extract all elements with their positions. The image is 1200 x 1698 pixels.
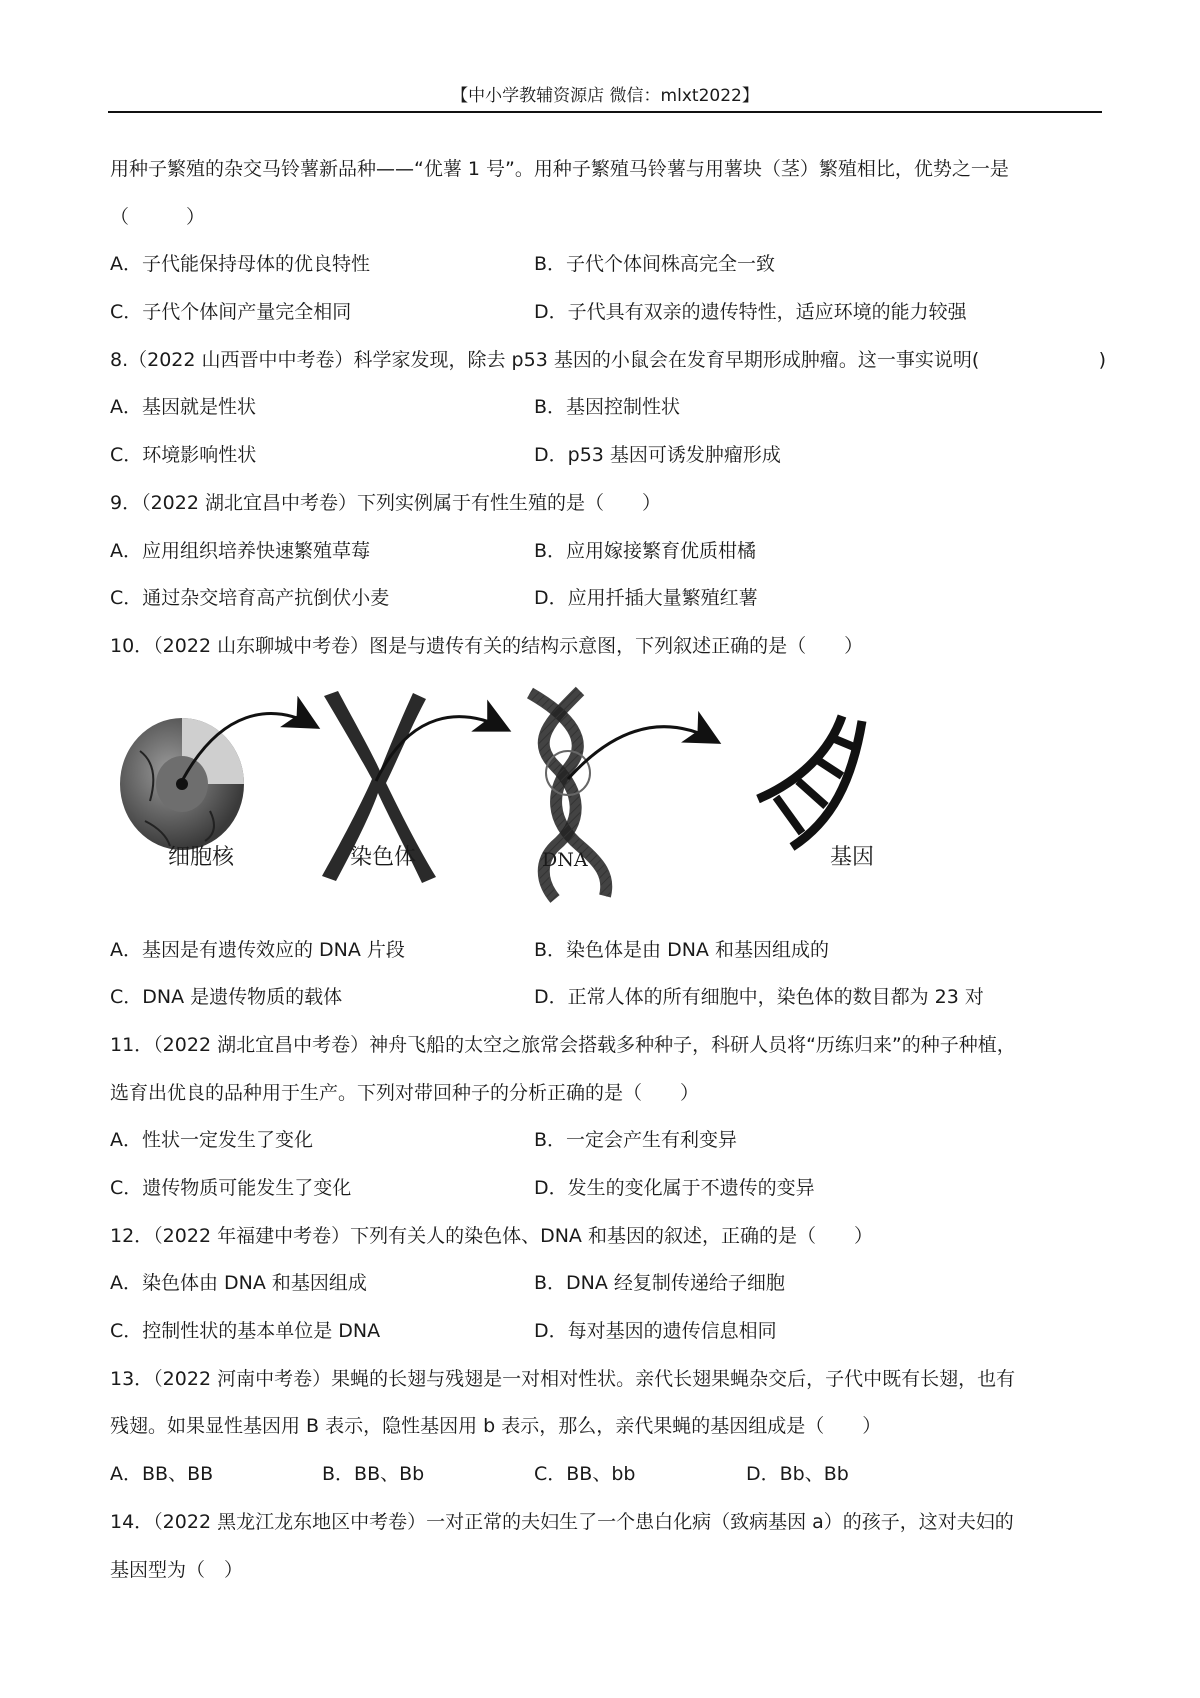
q7-option-d: D．子代具有双亲的遗传特性，适应环境的能力较强 <box>534 301 967 324</box>
q12-option-c: C．控制性状的基本单位是 DNA <box>110 1320 381 1343</box>
q8-option-a: A．基因就是性状 <box>110 396 256 419</box>
q12-option-a: A．染色体由 DNA 和基因组成 <box>110 1272 367 1295</box>
figure-label-chromosome: 染色体 <box>350 844 417 870</box>
q8-option-b: B．基因控制性状 <box>534 396 681 419</box>
q12-options-row1 <box>110 1260 1100 1308</box>
q13-option-b: B．BB、Bb <box>322 1463 425 1486</box>
q11-options-row1 <box>110 1117 1100 1165</box>
q10-genetics-figure <box>110 671 1100 927</box>
q10-options-row2 <box>110 974 1100 1022</box>
q12-options-row2 <box>110 1308 1100 1356</box>
q7-options-row2 <box>110 289 1100 337</box>
q12-stem: 12．（2022 年福建中考卷）下列有关人的染色体、DNA 和基因的叙述，正确的是（ ） <box>110 1224 873 1247</box>
q11-option-d: D．发生的变化属于不遗传的变异 <box>534 1177 815 1199</box>
cell-nucleus-drawing <box>120 718 244 850</box>
q9-options-row1 <box>110 528 1100 576</box>
q7-option-c: C．子代个体间产量完全相同 <box>110 301 352 324</box>
q7-stem-line1: 用种子繁殖的杂交马铃薯新品种——“优薯 1 号”。用种子繁殖马铃薯与用薯块（茎）繁殖相比，优势之一是 <box>110 158 1009 180</box>
q14-stem-line1: 14．（2022 黑龙江龙东地区中考卷）一对正常的夫妇生了一个患白化病（致病基因 a）的孩子，这对夫妇的 <box>110 1510 1014 1533</box>
q11-options-row2 <box>110 1165 1100 1213</box>
q11-option-b: B．一定会产生有利变异 <box>534 1129 738 1152</box>
q13-option-d: D．Bb、Bb <box>746 1463 849 1486</box>
q9-option-c: C．通过杂交培育高产抗倒伏小麦 <box>110 587 390 610</box>
q8-options-row2 <box>110 432 1100 480</box>
q9-option-a: A．应用组织培养快速繁殖草莓 <box>110 539 370 562</box>
q11-option-a: A．性状一定发生了变化 <box>110 1129 313 1152</box>
q11-stem-line2: 选育出优良的品种用于生产。下列对带回种子的分析正确的是（ ） <box>110 1081 700 1104</box>
q7-options-row1 <box>110 241 1100 289</box>
q14-stem-line2: 基因型为（ ） <box>110 1558 244 1581</box>
q8-option-c: C．环境影响性状 <box>110 444 257 467</box>
q10-options-row1 <box>110 927 1100 975</box>
q10-stem: 10．（2022 山东聊城中考卷）图是与遗传有关的结构示意图，下列叙述正确的是（ ） <box>110 634 864 657</box>
page-header: 【中小学教辅资源店 微信：mlxt2022】 <box>451 86 759 106</box>
q9-stem: 9．（2022 湖北宜昌中考卷）下列实例属于有性生殖的是（ ） <box>110 491 661 514</box>
q8-stem-paren: ) <box>1098 348 1106 371</box>
q8-options-row1 <box>110 384 1100 432</box>
header-rule <box>108 111 1102 113</box>
q7-option-b: B．子代个体间株高完全一致 <box>534 253 776 276</box>
gene-segment-drawing <box>758 716 862 847</box>
q12-option-d: D．每对基因的遗传信息相同 <box>534 1320 777 1343</box>
q9-option-d: D．应用扦插大量繁殖红薯 <box>534 587 758 610</box>
q10-option-c: C．DNA 是遗传物质的载体 <box>110 986 343 1009</box>
worksheet-content <box>110 146 1106 1594</box>
genetics-structure-diagram <box>110 671 1100 927</box>
q10-option-d: D．正常人体的所有细胞中，染色体的数目都为 23 对 <box>534 986 984 1009</box>
figure-label-dna: DNA <box>542 848 588 871</box>
q7-stem-line2: （ ） <box>110 205 206 228</box>
q12-option-b: B．DNA 经复制传递给子细胞 <box>534 1272 785 1295</box>
q13-option-c: C．BB、bb <box>534 1463 636 1486</box>
q8-stem <box>110 337 1106 385</box>
figure-label-nucleus: 细胞核 <box>168 844 235 870</box>
figure-label-gene: 基因 <box>830 844 875 870</box>
q7-option-a: A．子代能保持母体的优良特性 <box>110 253 370 276</box>
q13-options-row <box>110 1451 1100 1499</box>
q11-option-c: C．遗传物质可能发生了变化 <box>110 1177 352 1199</box>
q13-stem-line1: 13．（2022 河南中考卷）果蝇的长翅与残翅是一对相对性状。亲代长翅果蝇杂交后，子代中既有长翅，也有 <box>110 1367 1016 1390</box>
q13-option-a: A．BB、BB <box>110 1463 214 1486</box>
q13-stem-line2: 残翅。如果显性基因用 B 表示，隐性基因用 b 表示，那么，亲代果蝇的基因组成是（ ） <box>110 1415 882 1438</box>
q8-option-d: D．p53 基因可诱发肿瘤形成 <box>534 444 781 467</box>
q11-stem-line1: 11．（2022 湖北宜昌中考卷）神舟飞船的太空之旅常会搭载多种种子，科研人员将“历练归来”的种子种植， <box>110 1033 1016 1056</box>
q10-option-b: B．染色体是由 DNA 和基因组成的 <box>534 938 829 961</box>
arrow-icon <box>376 716 506 780</box>
q9-option-b: B．应用嫁接繁育优质柑橘 <box>534 539 757 562</box>
q10-option-a: A．基因是有遗传效应的 DNA 片段 <box>110 938 405 961</box>
q9-options-row2 <box>110 575 1100 623</box>
q8-stem-text: 8.（2022 山西晋中中考卷）科学家发现，除去 p53 基因的小鼠会在发育早期形成肿瘤。这一事实说明( <box>110 348 980 371</box>
